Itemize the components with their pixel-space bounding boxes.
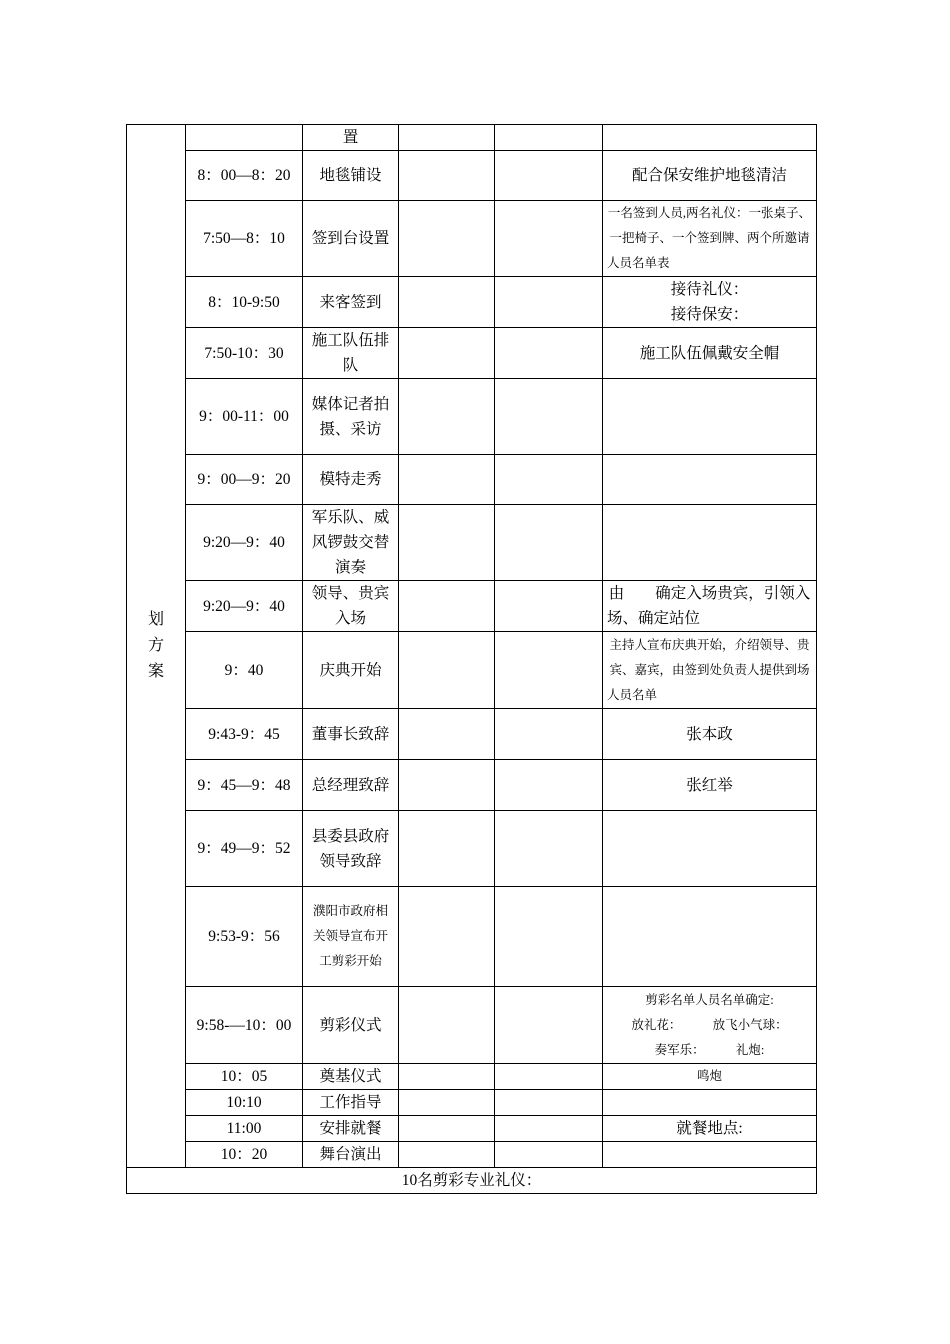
time-cell: 9:43-9：45 [186, 709, 303, 760]
note-cell: 主持人宣布庆典开始，介绍领导、贵宾、嘉宾，由签到处负责人提供到场人员名单 [603, 632, 817, 709]
time-cell: 9：45—9：48 [186, 760, 303, 811]
activity-cell: 奠基仪式 [303, 1064, 399, 1090]
empty-cell [399, 201, 495, 277]
empty-cell [495, 505, 603, 581]
table-row [127, 201, 817, 277]
time-cell: 10:10 [186, 1090, 303, 1116]
empty-cell [399, 151, 495, 201]
time-cell: 9：40 [186, 632, 303, 709]
empty-cell [495, 1064, 603, 1090]
activity-cell: 濮阳市政府相关领导宣布开工剪彩开始 [303, 887, 399, 987]
activity-cell: 模特走秀 [303, 455, 399, 505]
table-row [127, 277, 817, 328]
empty-cell [495, 811, 603, 887]
time-cell: 8：00—8：20 [186, 151, 303, 201]
activity-cell: 安排就餐 [303, 1116, 399, 1142]
time-cell: 9：49—9：52 [186, 811, 303, 887]
table-row [127, 125, 817, 151]
note-cell [603, 1090, 817, 1116]
activity-cell: 媒体记者拍摄、采访 [303, 379, 399, 455]
table-row [127, 581, 817, 632]
note-cell [603, 887, 817, 987]
empty-cell [495, 151, 603, 201]
time-cell: 11:00 [186, 1116, 303, 1142]
activity-cell: 董事长致辞 [303, 709, 399, 760]
empty-cell [399, 632, 495, 709]
table-row [127, 151, 817, 201]
note-line: 放礼花： 放飞小气球： [631, 1017, 788, 1032]
activity-cell: 施工队伍排队 [303, 328, 399, 379]
activity-cell: 来客签到 [303, 277, 399, 328]
time-cell: 9:20—9：40 [186, 581, 303, 632]
activity-cell: 舞台演出 [303, 1142, 399, 1168]
note-line: 奏军乐： 礼炮: [654, 1042, 765, 1057]
note-line: 接待礼仪： [670, 281, 749, 298]
table-row [127, 632, 817, 709]
note-cell: 由 确定入场贵宾，引领入场、确定站位 [603, 581, 817, 632]
empty-cell [495, 379, 603, 455]
table-row [127, 328, 817, 379]
table-row [127, 760, 817, 811]
footer-note: 10名剪彩专业礼仪： [127, 1168, 817, 1194]
empty-cell [399, 455, 495, 505]
empty-cell [399, 1142, 495, 1168]
side-label-cell [127, 125, 186, 1168]
empty-cell [399, 709, 495, 760]
note-cell: 施工队伍佩戴安全帽 [603, 328, 817, 379]
note-cell: 张本政 [603, 709, 817, 760]
time-cell: 9：00—9：20 [186, 455, 303, 505]
table-row [127, 887, 817, 987]
empty-cell [495, 709, 603, 760]
empty-cell [399, 1090, 495, 1116]
side-label: 划方案 [147, 611, 164, 680]
empty-cell [495, 632, 603, 709]
note-cell [603, 1142, 817, 1168]
empty-cell [399, 125, 495, 151]
empty-cell [399, 811, 495, 887]
note-cell [603, 277, 817, 328]
activity-cell: 县委县政府领导致辞 [303, 811, 399, 887]
activity-cell: 签到台设置 [303, 201, 399, 277]
activity-cell: 剪彩仪式 [303, 987, 399, 1064]
table-row [127, 709, 817, 760]
empty-cell [399, 760, 495, 811]
time-cell: 7:50—8：10 [186, 201, 303, 277]
empty-cell [495, 581, 603, 632]
activity-cell: 置 [303, 125, 399, 151]
note-line: 接待保安： [670, 306, 749, 323]
table-row [127, 1090, 817, 1116]
time-cell: 10：05 [186, 1064, 303, 1090]
activity-cell: 总经理致辞 [303, 760, 399, 811]
table-row [127, 1116, 817, 1142]
note-cell: 一名签到人员,两名礼仪：一张桌子、一把椅子、一个签到牌、两个所邀请人员名单表 [603, 201, 817, 277]
note-cell [603, 505, 817, 581]
schedule-table [126, 124, 817, 1194]
activity-cell: 工作指导 [303, 1090, 399, 1116]
table-row [127, 455, 817, 505]
time-cell: 8：10-9:50 [186, 277, 303, 328]
activity-cell: 领导、贵宾入场 [303, 581, 399, 632]
activity-cell: 军乐队、威风锣鼓交替演奏 [303, 505, 399, 581]
time-cell [186, 125, 303, 151]
empty-cell [399, 1064, 495, 1090]
note-line: 剪彩名单人员名单确定: [645, 992, 774, 1007]
time-cell: 9：00-11：00 [186, 379, 303, 455]
empty-cell [495, 277, 603, 328]
note-cell: 配合保安维护地毯清洁 [603, 151, 817, 201]
empty-cell [399, 505, 495, 581]
note-cell [603, 811, 817, 887]
note-cell [603, 455, 817, 505]
empty-cell [399, 379, 495, 455]
empty-cell [495, 328, 603, 379]
table-row [127, 505, 817, 581]
note-cell: 鸣炮 [603, 1064, 817, 1090]
table-footer-row [127, 1168, 817, 1194]
empty-cell [399, 328, 495, 379]
table-row [127, 987, 817, 1064]
empty-cell [399, 987, 495, 1064]
activity-cell: 地毯铺设 [303, 151, 399, 201]
note-cell [603, 987, 817, 1064]
table-row [127, 1064, 817, 1090]
empty-cell [399, 1116, 495, 1142]
table-row [127, 379, 817, 455]
time-cell: 7:50-10：30 [186, 328, 303, 379]
table-row [127, 1142, 817, 1168]
empty-cell [495, 201, 603, 277]
empty-cell [399, 277, 495, 328]
note-cell: 张红举 [603, 760, 817, 811]
time-cell: 9:53-9：56 [186, 887, 303, 987]
table-row [127, 811, 817, 887]
time-cell: 9:58-—10：00 [186, 987, 303, 1064]
note-cell [603, 379, 817, 455]
empty-cell [495, 1142, 603, 1168]
time-cell: 10：20 [186, 1142, 303, 1168]
activity-cell: 庆典开始 [303, 632, 399, 709]
empty-cell [399, 581, 495, 632]
empty-cell [495, 125, 603, 151]
empty-cell [495, 1116, 603, 1142]
time-cell: 9:20—9：40 [186, 505, 303, 581]
empty-cell [495, 455, 603, 505]
empty-cell [399, 887, 495, 987]
note-cell: 就餐地点: [603, 1116, 817, 1142]
empty-cell [495, 1090, 603, 1116]
empty-cell [495, 887, 603, 987]
empty-cell [495, 987, 603, 1064]
note-cell [603, 125, 817, 151]
empty-cell [495, 760, 603, 811]
